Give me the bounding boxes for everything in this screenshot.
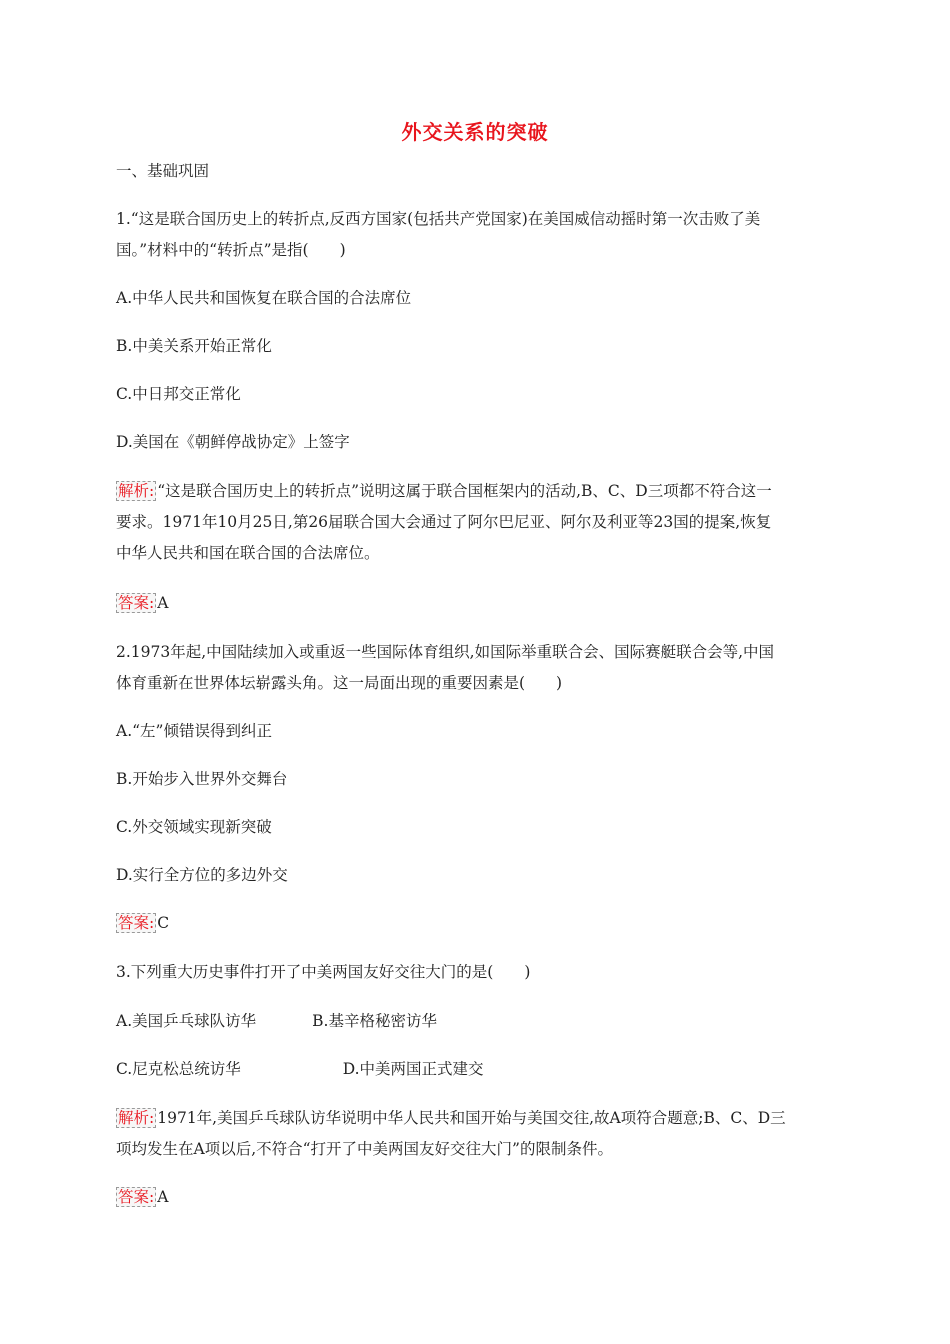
q2-option-b: B.开始步入世界外交舞台: [116, 770, 288, 788]
q2-option-a: A.“左”倾错误得到纠正: [116, 722, 272, 740]
q1-option-d: D.美国在《朝鲜停战协定》上签字: [116, 433, 350, 451]
q1-option-c: C.中日邦交正常化: [116, 385, 241, 403]
q1-analysis-line1: 解析: “这是联合国历史上的转折点”说明这属于联合国框架内的活动,B、C、D三项都不符合这一: [118, 482, 772, 500]
q3-options-row1: [116, 1011, 836, 1031]
q1-analysis-line2: 要求。1971年10月25日,第26届联合国大会通过了阿尔巴尼亚、阿尔及利亚等23国的提案,恢复: [116, 513, 772, 531]
answer-tag: 答案:: [118, 914, 155, 932]
q3-option-a: A.美国乒乓球队访华: [116, 1012, 257, 1030]
q3-options-row2: [116, 1059, 836, 1079]
q3-option-d: D.中美两国正式建交: [342, 1060, 484, 1078]
section-heading: 一、基础巩固: [116, 162, 210, 180]
q1-stem-line1: 1.“这是联合国历史上的转折点,反西方国家(包括共产党国家)在美国威信动摇时第一次击败了美: [116, 210, 761, 228]
answer-tag: 答案:: [118, 1188, 155, 1206]
q2-option-d: D.实行全方位的多边外交: [116, 866, 288, 884]
analysis-tag: 解析:: [118, 1109, 155, 1127]
q3-analysis-line2: 项均发生在A项以后,不符合“打开了中美两国友好交往大门”的限制条件。: [116, 1140, 613, 1158]
q3-stem: 3.下列重大历史事件打开了中美两国友好交往大门的是( ): [116, 963, 531, 981]
q2-stem-line2: 体育重新在世界体坛崭露头角。这一局面出现的重要因素是( ): [116, 674, 563, 692]
q1-option-b: B.中美关系开始正常化: [116, 337, 272, 355]
q3-option-b: B.基辛格秘密访华: [312, 1012, 437, 1030]
q1-stem-line2: 国。”材料中的“转折点”是指( ): [116, 241, 346, 259]
q2-stem-line1: 2.1973年起,中国陆续加入或重返一些国际体育组织,如国际举重联合会、国际赛艇联合会等,中国: [116, 643, 775, 661]
q3-analysis-line1: 解析: 1971年,美国乒乓球队访华说明中华人民共和国开始与美国交往,故A项符合题意;B、C、D三: [118, 1109, 786, 1127]
q1-analysis-line3: 中华人民共和国在联合国的合法席位。: [116, 544, 380, 562]
q1-answer: 答案: A: [118, 594, 169, 612]
q3-option-c: C.尼克松总统访华: [116, 1060, 241, 1078]
analysis-tag: 解析:: [118, 482, 155, 500]
q2-answer: 答案: C: [118, 914, 170, 932]
q3-answer: 答案: A: [118, 1188, 169, 1206]
q2-option-c: C.外交领域实现新突破: [116, 818, 272, 836]
answer-tag: 答案:: [118, 594, 155, 612]
q1-option-a: A.中华人民共和国恢复在联合国的合法席位: [116, 289, 412, 307]
document-title: 外交关系的突破: [401, 120, 549, 144]
